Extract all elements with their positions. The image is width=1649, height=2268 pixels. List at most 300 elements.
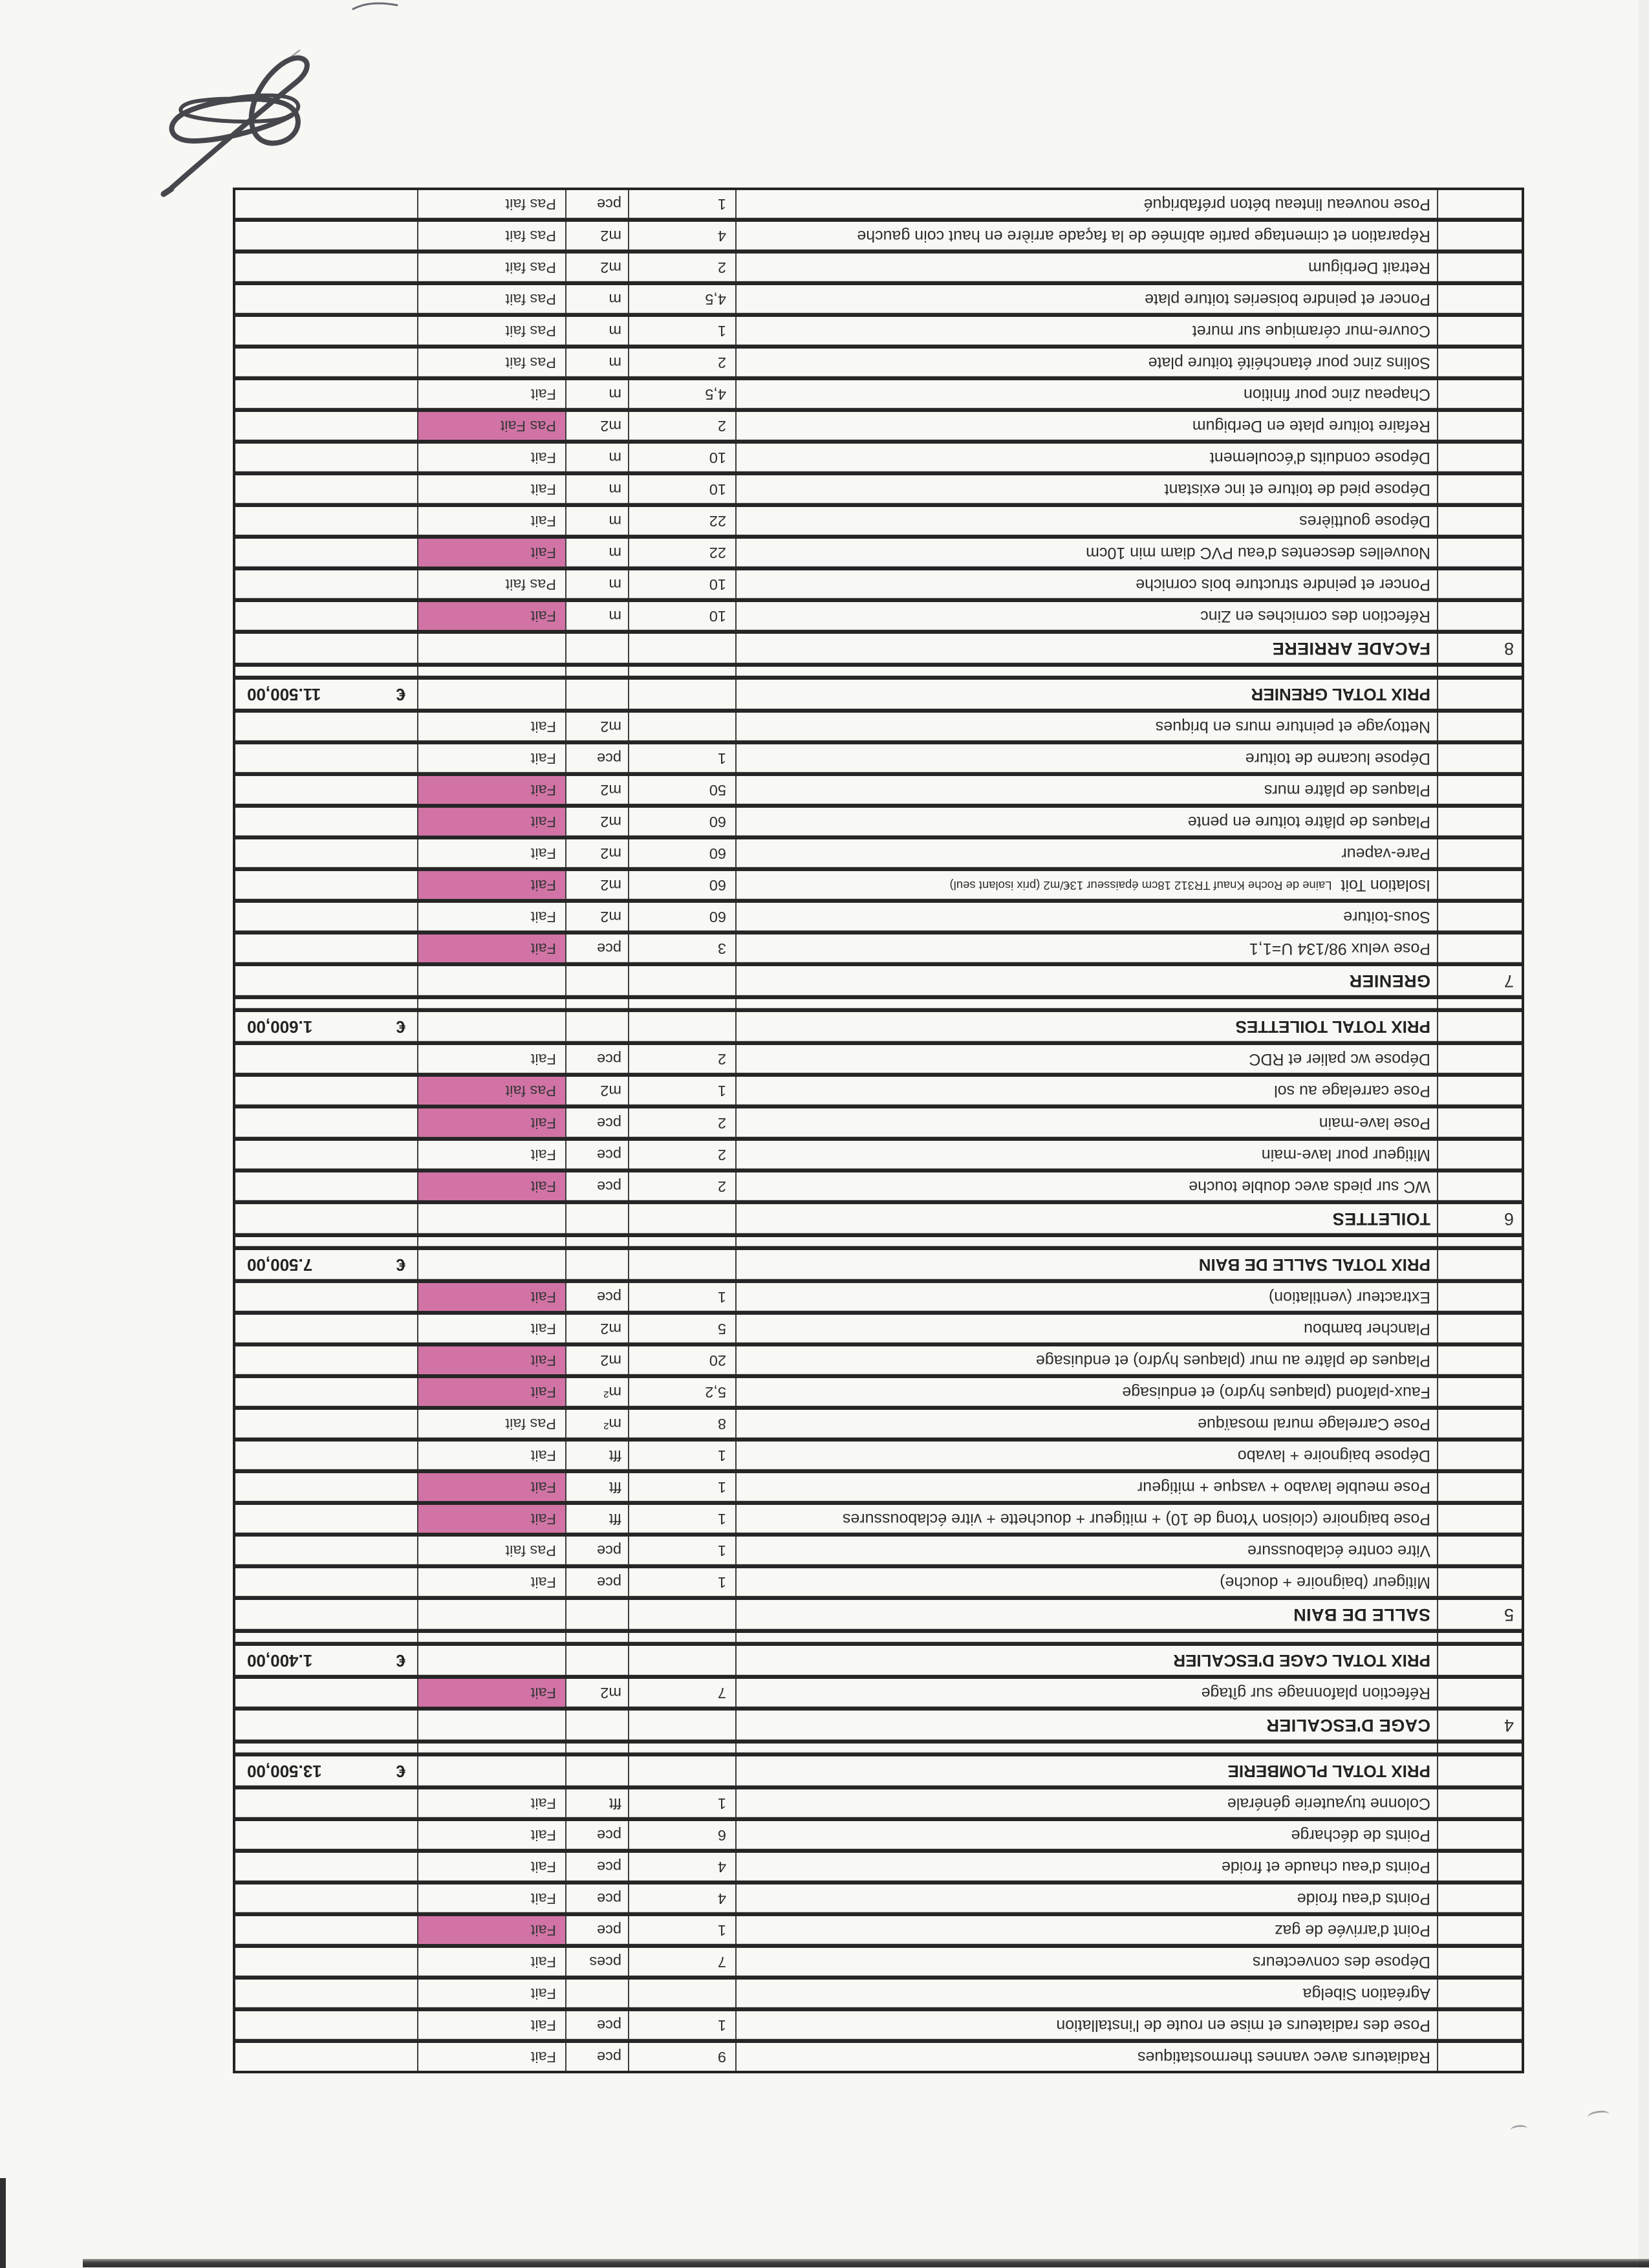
- unit: pce: [565, 1885, 628, 1912]
- unit: [565, 1646, 628, 1675]
- table-row: [235, 1343, 1522, 1374]
- unit: pce: [565, 744, 628, 772]
- status: Fait: [417, 444, 565, 471]
- section-number: [1437, 190, 1522, 218]
- quantity: [628, 1744, 735, 1753]
- table-row: [235, 1501, 1522, 1533]
- quantity: 2: [628, 349, 735, 376]
- table-row: [235, 1707, 1522, 1740]
- section-number: [1437, 254, 1522, 281]
- unit: [565, 1237, 628, 1246]
- table-row: [235, 995, 1522, 1008]
- unit: m²: [565, 1378, 628, 1406]
- status: Fait: [417, 1948, 565, 1976]
- unit: m2: [565, 776, 628, 804]
- task-description: Plancher bambou: [735, 1315, 1437, 1343]
- status: Fait: [417, 2043, 565, 2071]
- unit: [565, 1756, 628, 1786]
- unit: pce: [565, 1916, 628, 1944]
- quantity: 3: [628, 934, 735, 962]
- status: [417, 1012, 565, 1041]
- task-description: WC sur pieds avec double touche: [735, 1172, 1437, 1200]
- currency-symbol: €: [396, 1761, 405, 1781]
- table-row: [235, 772, 1522, 804]
- quantity: 4: [628, 222, 735, 250]
- task-description: [735, 667, 1437, 676]
- price: [235, 1109, 417, 1137]
- price: [235, 1315, 417, 1343]
- section-number: [1437, 507, 1522, 535]
- quantity: 1: [628, 1442, 735, 1469]
- task-description: Réparation et cimentage partie abîmée de la façade arrière en haut coin gauche: [735, 222, 1437, 250]
- table-row: [235, 598, 1522, 630]
- section-number: [1437, 871, 1522, 899]
- task-description: Points de décharge: [735, 1821, 1437, 1849]
- status: [417, 1250, 565, 1279]
- section-number: [1437, 1045, 1522, 1073]
- task-description: Chapeau zinc pour finition: [735, 380, 1437, 408]
- quantity: 10: [628, 570, 735, 598]
- unit: m2: [565, 1077, 628, 1105]
- status: [417, 1600, 565, 1629]
- task-description: Isolation Toit Laine de Roche Knauf TR312 18cm épaisseur 13€/m2 (prix isolant seul): [735, 871, 1437, 899]
- section-number: [1437, 1980, 1522, 2007]
- table-row: [235, 1849, 1522, 1881]
- status: Fait: [417, 1109, 565, 1137]
- task-description: Pose Carrelage mural mosaïque: [735, 1410, 1437, 1438]
- price: [235, 1141, 417, 1169]
- quantity: 2: [628, 1172, 735, 1200]
- unit: m: [565, 380, 628, 408]
- section-number: [1437, 1948, 1522, 1976]
- section-number: [1437, 1109, 1522, 1137]
- section-number: 8: [1437, 634, 1522, 663]
- task-description: Pare-vapeur: [735, 839, 1437, 867]
- unit: pce: [565, 2043, 628, 2071]
- quantity: 1: [628, 2011, 735, 2039]
- status: [417, 999, 565, 1008]
- section-number: [1437, 1821, 1522, 1849]
- price: [235, 1077, 417, 1105]
- status: Fait: [417, 1980, 565, 2007]
- quantity: [628, 1250, 735, 1279]
- unit: pce: [565, 1821, 628, 1849]
- task-description: Pose carrelage au sol: [735, 1077, 1437, 1105]
- table-row: [235, 567, 1522, 598]
- table-row: [235, 1469, 1522, 1501]
- quantity: [628, 966, 735, 995]
- quantity: 5,2: [628, 1378, 735, 1406]
- status: [417, 1744, 565, 1753]
- unit: m2: [565, 871, 628, 899]
- task-description: Plaques de plâtre au mur (plaques hydro) et enduisage: [735, 1346, 1437, 1374]
- status: Fait: [417, 1442, 565, 1469]
- task-description: Points d'eau chaude et froide: [735, 1853, 1437, 1881]
- price: [235, 222, 417, 250]
- price: [235, 903, 417, 931]
- task-description: Réfection des corniches en Zinc: [735, 602, 1437, 630]
- task-description: Couvre-mur céramique sur muret: [735, 317, 1437, 345]
- task-description: Extracteur (ventilation): [735, 1283, 1437, 1311]
- section-number: [1437, 1505, 1522, 1533]
- table-row: [235, 630, 1522, 663]
- section-number: [1437, 744, 1522, 772]
- unit: fft: [565, 1505, 628, 1533]
- section-number: [1437, 1633, 1522, 1642]
- task-description: FACADE ARRIERE: [735, 634, 1437, 663]
- price: [235, 871, 417, 899]
- section-number: [1437, 999, 1522, 1008]
- quantity: [628, 667, 735, 676]
- task-description: Poncer et peindre structure bois corniche: [735, 570, 1437, 598]
- unit: m2: [565, 713, 628, 740]
- section-number: [1437, 2043, 1522, 2071]
- task-description: GRENIER: [735, 966, 1437, 995]
- price: [235, 1853, 417, 1881]
- total-amount: 7.500,00: [247, 1255, 313, 1275]
- quantity: [628, 1756, 735, 1786]
- task-description: Réfection plafonnage sur gîtage: [735, 1679, 1437, 1707]
- section-number: [1437, 1442, 1522, 1469]
- status: Fait: [417, 475, 565, 503]
- quantity: [628, 1711, 735, 1740]
- section-number: [1437, 539, 1522, 567]
- table-row: [235, 1786, 1522, 1817]
- section-number: [1437, 1885, 1522, 1912]
- price: [235, 1948, 417, 1976]
- status: Fait: [417, 1505, 565, 1533]
- unit: pce: [565, 1283, 628, 1311]
- status: Pas fait: [417, 317, 565, 345]
- status: Fait: [417, 1568, 565, 1596]
- task-description: Points d'eau froide: [735, 1885, 1437, 1912]
- unit: [565, 1711, 628, 1740]
- price: [235, 1744, 417, 1753]
- quantity: 6: [628, 1821, 735, 1849]
- section-number: [1437, 1756, 1522, 1786]
- task-description: Poncer et peindre boiseries toiture plate: [735, 285, 1437, 313]
- price: [235, 1568, 417, 1596]
- table-row: [235, 1629, 1522, 1642]
- section-number: 6: [1437, 1204, 1522, 1233]
- quantity: [628, 1204, 735, 1233]
- table-row: [235, 190, 1522, 218]
- price: [235, 667, 417, 676]
- status: Fait: [417, 1141, 565, 1169]
- quantity: 2: [628, 1109, 735, 1137]
- quantity: 50: [628, 776, 735, 804]
- price: [235, 1711, 417, 1740]
- unit: [565, 680, 628, 709]
- quantity: 1: [628, 744, 735, 772]
- price: [235, 1537, 417, 1564]
- quantity: [628, 713, 735, 740]
- section-number: [1437, 808, 1522, 836]
- table-row: [235, 804, 1522, 836]
- quantity: [628, 1980, 735, 2007]
- price: [235, 776, 417, 804]
- status: Fait: [417, 776, 565, 804]
- status: Fait: [417, 1916, 565, 1944]
- price: [235, 808, 417, 836]
- table-row: [235, 1912, 1522, 1944]
- table-row: [235, 1200, 1522, 1233]
- task-description: Plaques de plâtre toiture en pente: [735, 808, 1437, 836]
- section-number: [1437, 1315, 1522, 1343]
- table-row: [235, 1137, 1522, 1169]
- scan-artifact-right-band: [1639, 0, 1649, 2268]
- price: [235, 934, 417, 962]
- price: [235, 966, 417, 995]
- unit: m2: [565, 808, 628, 836]
- unit: m2: [565, 412, 628, 440]
- unit: pce: [565, 190, 628, 218]
- unit: m2: [565, 839, 628, 867]
- task-description: Pose velux 98/134 U=1,1: [735, 934, 1437, 962]
- table-row: [235, 503, 1522, 535]
- status: [417, 1237, 565, 1246]
- scan-artifact-speck: [1510, 2124, 1527, 2134]
- quantity: 10: [628, 602, 735, 630]
- section-number: [1437, 1172, 1522, 1200]
- unit: m2: [565, 222, 628, 250]
- table-row: [235, 471, 1522, 503]
- total-amount: 1.600,00: [247, 1017, 313, 1037]
- price: [235, 1172, 417, 1200]
- task-description: Solins zinc pour étanchéité toiture plate: [735, 349, 1437, 376]
- task-description: Radiateurs avec vannes thermostatiques: [735, 2043, 1437, 2071]
- price: [235, 1237, 417, 1246]
- currency-symbol: €: [396, 685, 405, 705]
- quantity: 4: [628, 1853, 735, 1881]
- table-row: [235, 1246, 1522, 1279]
- task-description: [735, 1237, 1437, 1246]
- table-row: [235, 1675, 1522, 1707]
- status: [417, 1711, 565, 1740]
- task-description: Pose des radiateurs et mise en route de l'installation: [735, 2011, 1437, 2039]
- price: [235, 317, 417, 345]
- quantity: 1: [628, 1473, 735, 1501]
- quantity: 4,5: [628, 285, 735, 313]
- task-description: Dépose conduits d'écoulement: [735, 444, 1437, 471]
- task-description: Nouvelles descentes d'eau PVC diam min 10cm: [735, 539, 1437, 567]
- table-row: [235, 931, 1522, 962]
- price: [235, 1410, 417, 1438]
- table-row: [235, 962, 1522, 995]
- section-number: [1437, 1916, 1522, 1944]
- table-row: [235, 1105, 1522, 1137]
- currency-symbol: €: [396, 1255, 405, 1275]
- quantity: 10: [628, 475, 735, 503]
- signature-scribble: [126, 32, 333, 207]
- status: Fait: [417, 1821, 565, 1849]
- section-number: [1437, 1346, 1522, 1374]
- quantity: [628, 1600, 735, 1629]
- status: Fait: [417, 808, 565, 836]
- table-row: [235, 709, 1522, 740]
- table-row: [235, 250, 1522, 281]
- table-row: [235, 1881, 1522, 1912]
- table-row: [235, 1438, 1522, 1469]
- total-amount: 1.400,00: [247, 1650, 313, 1670]
- section-number: [1437, 1012, 1522, 1041]
- unit: m: [565, 570, 628, 598]
- quantity: 1: [628, 317, 735, 345]
- status: Fait: [417, 934, 565, 962]
- price: [235, 1980, 417, 2007]
- unit: m2: [565, 1315, 628, 1343]
- unit: pce: [565, 1109, 628, 1137]
- status: [417, 634, 565, 663]
- section-number: [1437, 1853, 1522, 1881]
- task-description: SALLE DE BAIN: [735, 1600, 1437, 1629]
- table-row: [235, 1279, 1522, 1311]
- section-number: [1437, 444, 1522, 471]
- quantity: 2: [628, 254, 735, 281]
- table-row: [235, 1817, 1522, 1849]
- section-number: [1437, 1237, 1522, 1246]
- unit: [565, 966, 628, 995]
- price: [235, 1679, 417, 1707]
- table-row: [235, 2039, 1522, 2071]
- quantity: 8: [628, 1410, 735, 1438]
- table-row: [235, 218, 1522, 250]
- table-row: [235, 1169, 1522, 1200]
- price: [235, 2011, 417, 2039]
- table-row: [235, 1753, 1522, 1786]
- unit: pce: [565, 1853, 628, 1881]
- task-description: Colonne tuyauterie générale: [735, 1789, 1437, 1817]
- task-description: Dépose gouttières: [735, 507, 1437, 535]
- table-row: [235, 1642, 1522, 1675]
- status: Fait: [417, 1885, 565, 1912]
- section-number: [1437, 349, 1522, 376]
- price: [235, 190, 417, 218]
- quantity: 60: [628, 808, 735, 836]
- total-amount: 11.500,00: [247, 685, 321, 705]
- unit: m2: [565, 1346, 628, 1374]
- section-number: [1437, 412, 1522, 440]
- status: Fait: [417, 903, 565, 931]
- status: Fait: [417, 871, 565, 899]
- section-number: [1437, 1789, 1522, 1817]
- table-row: [235, 1406, 1522, 1438]
- status: Fait: [417, 713, 565, 740]
- table-row: [235, 740, 1522, 772]
- currency-symbol: €: [396, 1650, 405, 1670]
- currency-symbol: €: [396, 1017, 405, 1037]
- quantity: 60: [628, 871, 735, 899]
- unit: m: [565, 475, 628, 503]
- unit: m2: [565, 1679, 628, 1707]
- price: [235, 1442, 417, 1469]
- unit: m2: [565, 254, 628, 281]
- quantity: [628, 1237, 735, 1246]
- unit: m: [565, 602, 628, 630]
- price: [235, 2043, 417, 2071]
- table-row: [235, 867, 1522, 899]
- quantity: [628, 1646, 735, 1675]
- quantity: 20: [628, 1346, 735, 1374]
- unit: pce: [565, 1568, 628, 1596]
- section-number: [1437, 903, 1522, 931]
- unit: [565, 1980, 628, 2007]
- section-number: [1437, 1250, 1522, 1279]
- price: [235, 1916, 417, 1944]
- scan-artifact-speck: [1587, 2110, 1610, 2122]
- quantity: 2: [628, 412, 735, 440]
- status: Fait: [417, 744, 565, 772]
- quantity: 2: [628, 1045, 735, 1073]
- price: [235, 507, 417, 535]
- unit: [565, 1600, 628, 1629]
- section-number: [1437, 839, 1522, 867]
- section-number: [1437, 570, 1522, 598]
- section-number: [1437, 934, 1522, 962]
- section-number: [1437, 475, 1522, 503]
- price: [235, 999, 417, 1008]
- status: Fait: [417, 380, 565, 408]
- unit: pce: [565, 1045, 628, 1073]
- table-row: [235, 663, 1522, 676]
- unit: fft: [565, 1789, 628, 1817]
- status: [417, 667, 565, 676]
- status: Fait: [417, 1378, 565, 1406]
- quantity: [628, 999, 735, 1008]
- work-checklist-table: [233, 188, 1524, 2073]
- status: Fait: [417, 1346, 565, 1374]
- quantity: 7: [628, 1679, 735, 1707]
- task-description: Sous-toiture: [735, 903, 1437, 931]
- status: Fait: [417, 839, 565, 867]
- price: [235, 412, 417, 440]
- unit: fft: [565, 1473, 628, 1501]
- unit: m: [565, 507, 628, 535]
- pen-mark-top-edge: [349, 0, 401, 13]
- section-number: [1437, 1744, 1522, 1753]
- status: Pas fait: [417, 222, 565, 250]
- status: Pas fait: [417, 1537, 565, 1564]
- task-description: Nettoyage et peinture murs en briques: [735, 713, 1437, 740]
- price: [235, 634, 417, 663]
- table-row: [235, 535, 1522, 567]
- scan-artifact-left-edge: [0, 2178, 6, 2268]
- quantity: 10: [628, 444, 735, 471]
- status: Fait: [417, 1473, 565, 1501]
- status: Pas Fait: [417, 412, 565, 440]
- price: [235, 602, 417, 630]
- quantity: [628, 1012, 735, 1041]
- unit: [565, 1633, 628, 1642]
- section-number: [1437, 1283, 1522, 1311]
- unit: [565, 1012, 628, 1041]
- status: Fait: [417, 1853, 565, 1881]
- quantity: 1: [628, 1916, 735, 1944]
- section-number: [1437, 1537, 1522, 1564]
- price: [235, 475, 417, 503]
- quantity: 1: [628, 1789, 735, 1817]
- table-row: [235, 1976, 1522, 2007]
- status: [417, 1633, 565, 1642]
- unit: [565, 1204, 628, 1233]
- task-description: Pose baignoire (cloison Ytong de 10) + mitigeur + douchette + vitre éclaboussures: [735, 1505, 1437, 1533]
- status: Pas fait: [417, 285, 565, 313]
- unit: [565, 1250, 628, 1279]
- table-row: [235, 281, 1522, 313]
- section-number: [1437, 1141, 1522, 1169]
- section-number: [1437, 1646, 1522, 1675]
- status: Fait: [417, 1315, 565, 1343]
